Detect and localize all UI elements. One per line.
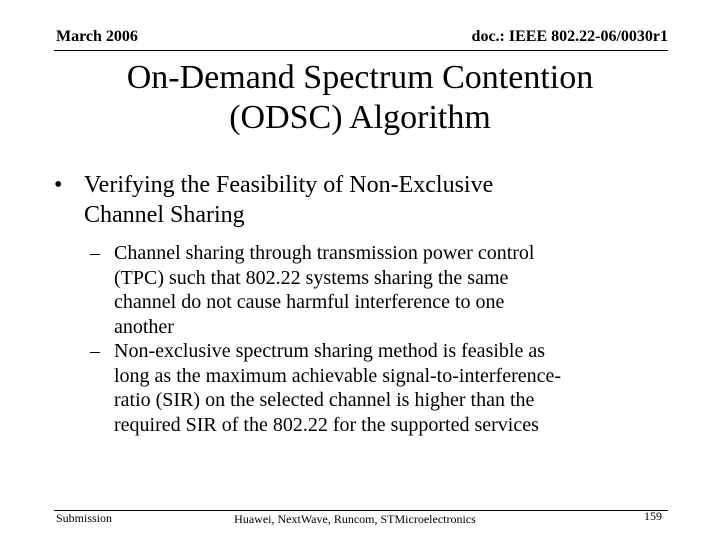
footer-page-number: 159 (644, 509, 662, 523)
footer-authors: Huawei, NextWave, Runcom, STMicroelectronics (234, 512, 476, 526)
sub-bullet-line: required SIR of the 802.22 for the supported services (114, 413, 539, 436)
footer-submission: Submission (56, 511, 113, 525)
header-date: March 2006 (56, 28, 138, 45)
sub-bullet-line: Non-exclusive spectrum sharing method is feasible as (114, 340, 545, 362)
sub-bullet-line: long as the maximum achievable signal-to-interference- (114, 364, 562, 387)
bullet-mark: • (54, 172, 63, 198)
sub-bullet-sir (90, 339, 655, 437)
sub-bullet-line: (TPC) such that 802.22 systems sharing the same (114, 266, 509, 289)
sub-bullet-line: another (114, 315, 174, 338)
sub-bullet-list (90, 241, 655, 437)
sub-bullet-line: ratio (SIR) on the selected channel is higher than the (114, 389, 535, 411)
bullet-line-2: Channel Sharing (84, 202, 245, 228)
header-divider (54, 50, 668, 51)
sub-bullet-tpc (90, 241, 655, 339)
sub-bullet-line: Channel sharing through transmission power control (114, 242, 535, 264)
footer-divider (54, 510, 668, 511)
sub-bullet-mark: – (90, 340, 100, 362)
sub-bullet-mark: – (90, 242, 100, 264)
slide-title (60, 58, 660, 138)
header-doc-id: doc.: IEEE 802.22-06/0030r1 (471, 28, 668, 45)
title-line-1: On-Demand Spectrum Contention (126, 59, 594, 96)
main-bullet (54, 170, 654, 230)
sub-bullet-line: channel do not cause harmful interference to one (114, 291, 505, 313)
bullet-line-1: Verifying the Feasibility of Non-Exclusive (84, 172, 494, 198)
title-line-2: (ODSC) Algorithm (229, 99, 491, 136)
